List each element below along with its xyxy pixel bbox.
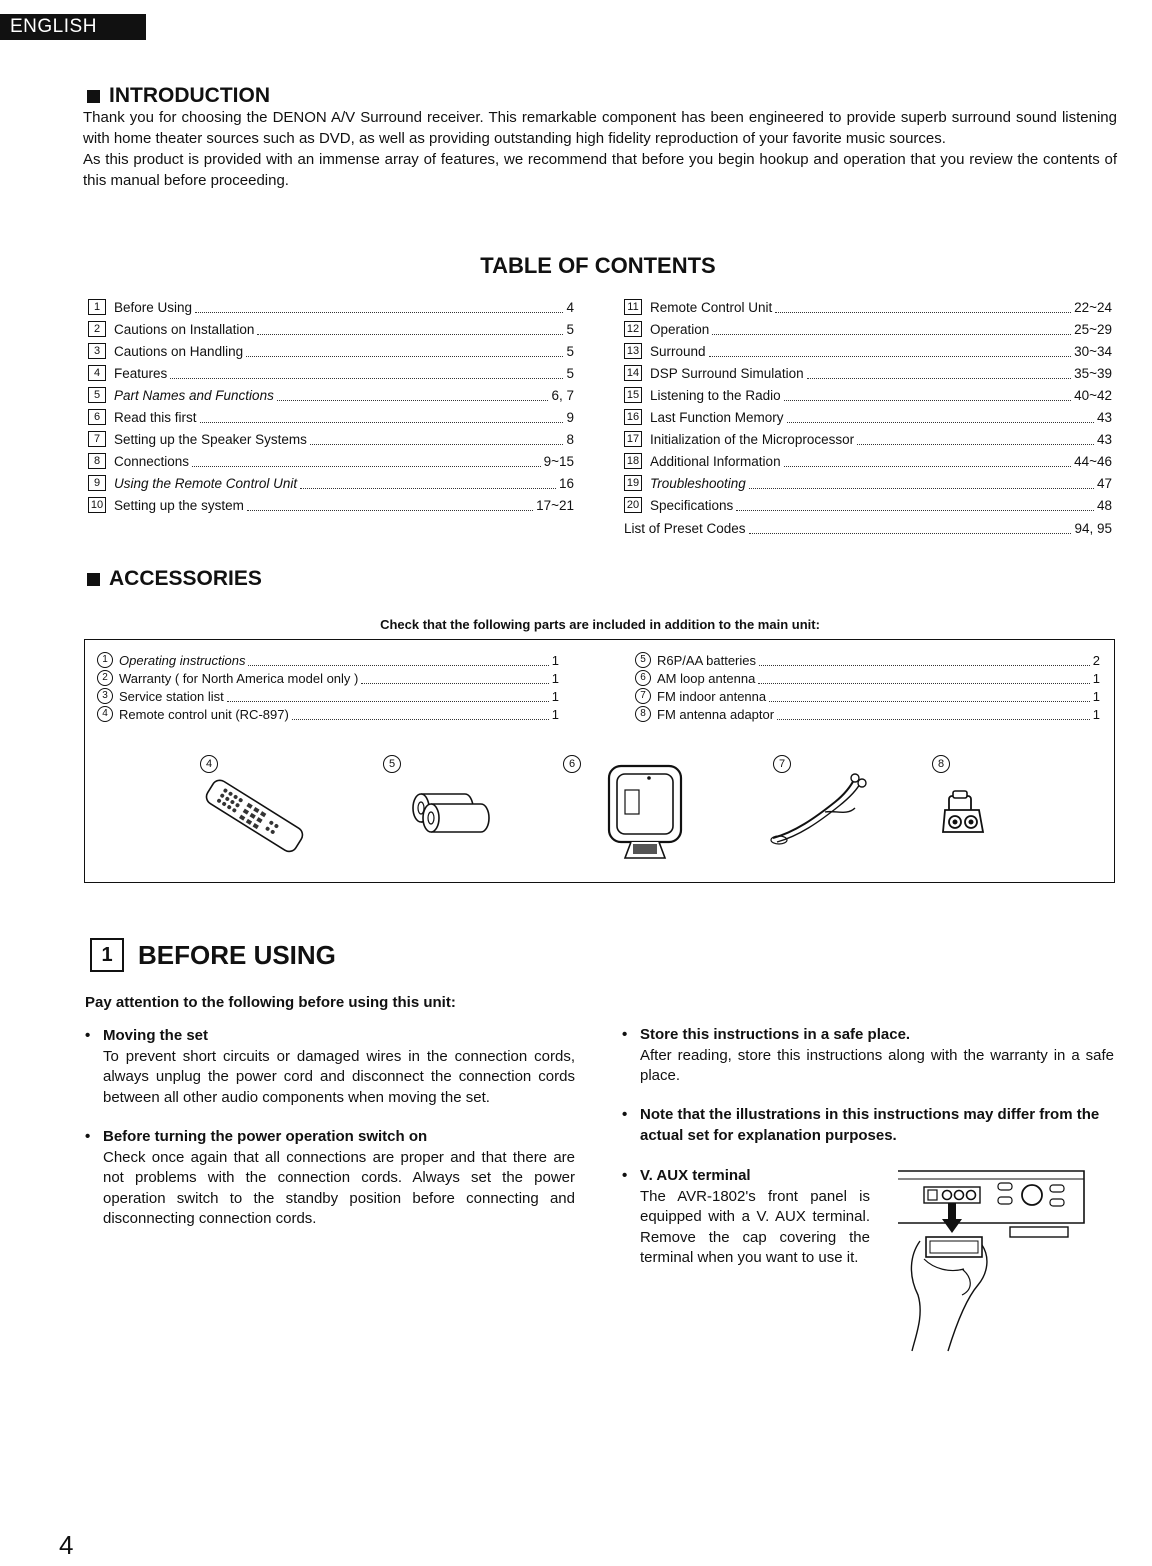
page-number: 4 (59, 1530, 74, 1560)
leader-dots (775, 302, 1071, 313)
leader-dots (857, 434, 1094, 445)
illustration-note-item (622, 1105, 1114, 1146)
bullet-icon: • (85, 1128, 91, 1145)
leader-dots (292, 709, 549, 720)
power-switch-text: Check once again that all connections are proper and that there are not problems with the connection cords. Always set the power operation switch to the standby position before connecting and disconnecting connection cords. (103, 1148, 575, 1227)
toc-entry[interactable] (624, 362, 1112, 384)
fm-antenna-adaptor-icon (939, 788, 989, 840)
vaux-terminal-title: V. AUX terminal (640, 1167, 751, 1184)
toc-entry-label: Before Using (114, 299, 193, 315)
accessory-label: R6P/AA batteries (657, 652, 756, 668)
leader-dots (749, 478, 1094, 489)
accessory-quantity: 1 (551, 652, 559, 668)
accessory-item (635, 705, 1100, 723)
toc-entry-number: 3 (88, 343, 106, 359)
toc-title: TABLE OF CONTENTS (480, 253, 716, 278)
toc-entry[interactable] (624, 296, 1112, 318)
leader-dots (712, 324, 1071, 335)
leader-dots (246, 346, 563, 357)
leader-dots (787, 412, 1094, 423)
toc-entry-page: 35~39 (1074, 365, 1112, 381)
toc-entry-number: 16 (624, 409, 642, 425)
toc-entry-number: 9 (88, 475, 106, 491)
moving-set-title: Moving the set (103, 1027, 209, 1044)
toc-entry-page: 5 (566, 321, 574, 337)
toc-entry[interactable] (88, 428, 574, 450)
accessory-item (97, 669, 559, 687)
leader-dots (784, 456, 1072, 467)
toc-entry-number: 13 (624, 343, 642, 359)
toc-entry-label: Setting up the system (114, 497, 244, 513)
before-using-title: BEFORE USING (138, 939, 336, 970)
toc-entry-number: 18 (624, 453, 642, 469)
toc-entry[interactable] (88, 472, 574, 494)
accessory-item (97, 651, 559, 669)
accessory-item (635, 687, 1100, 705)
toc-entry-label: Features (114, 365, 168, 381)
leader-dots (769, 691, 1090, 702)
toc-entry-label: List of Preset Codes (624, 520, 746, 536)
bullet-icon: • (622, 1167, 628, 1184)
toc-entry[interactable] (88, 450, 574, 472)
vaux-terminal-item (622, 1166, 870, 1269)
toc-entry-number: 17 (624, 431, 642, 447)
figure-label: 4 (200, 755, 218, 773)
accessory-number: 2 (97, 670, 113, 686)
accessory-label: FM antenna adaptor (657, 706, 775, 722)
section-number: 1 (90, 938, 124, 972)
language-tab: ENGLISH (0, 14, 146, 40)
accessory-label: AM loop antenna (657, 670, 756, 686)
toc-entry[interactable] (624, 450, 1112, 472)
toc-entry-page: 40~42 (1074, 387, 1112, 403)
toc-entry-page: 43 (1096, 409, 1112, 425)
accessory-item (635, 669, 1100, 687)
introduction-title: INTRODUCTION (109, 84, 270, 107)
toc-entry-label: Using the Remote Control Unit (114, 475, 298, 491)
accessory-quantity: 1 (1092, 670, 1100, 686)
moving-set-text: To prevent short circuits or damaged wires in the connection cords, always unplug the power cord and disconnect the connection cords between all other audio components when moving the set. (103, 1047, 575, 1106)
toc-entry-number: 5 (88, 387, 106, 403)
accessory-number: 3 (97, 688, 113, 704)
accessory-label: Warranty ( for North America model only ) (119, 670, 359, 686)
accessory-label: Remote control unit (RC-897) (119, 706, 289, 722)
toc-entry-label: DSP Surround Simulation (650, 365, 804, 381)
toc-entry-page: 94, 95 (1074, 520, 1112, 536)
accessory-number: 4 (97, 706, 113, 722)
illustration-note-title: Note that the illustrations in this instructions may differ from the actual set for explanation purposes. (640, 1106, 1100, 1144)
toc-entry-number: 15 (624, 387, 642, 403)
toc-entry-label: Specifications (650, 497, 734, 513)
accessory-quantity: 1 (551, 706, 559, 722)
pay-attention-text: Pay attention to the following before using this unit: (85, 994, 456, 1011)
leader-dots (749, 523, 1072, 534)
power-switch-item (85, 1127, 575, 1230)
intro-paragraph-2: As this product is provided with an immense array of features, we recommend that before you begin hookup and operation that you review the contents of this manual before proceeding. (83, 151, 1117, 189)
toc-entry[interactable] (88, 318, 574, 340)
toc-entry-label: Listening to the Radio (650, 387, 781, 403)
toc-entry-label: Cautions on Installation (114, 321, 255, 337)
accessory-item (97, 705, 559, 723)
toc-entry-label: Initialization of the Microprocessor (650, 431, 855, 447)
toc-entry[interactable] (624, 428, 1112, 450)
toc-entry-page: 5 (566, 365, 574, 381)
toc-entry-label: Last Function Memory (650, 409, 784, 425)
toc-entry[interactable] (88, 362, 574, 384)
toc-entry-number: 8 (88, 453, 106, 469)
toc-entry-page: 43 (1096, 431, 1112, 447)
toc-entry-page: 44~46 (1074, 453, 1112, 469)
toc-entry-page: 16 (558, 475, 574, 491)
toc-left-column (88, 296, 574, 516)
leader-dots (361, 673, 548, 684)
leader-dots (300, 478, 556, 489)
toc-entry-label: Operation (650, 321, 710, 337)
vaux-panel-illustration (890, 1165, 1090, 1355)
toc-entry-number: 1 (88, 299, 106, 315)
toc-entry-page: 47 (1096, 475, 1112, 491)
toc-entry-number: 14 (624, 365, 642, 381)
figure-label: 6 (563, 755, 581, 773)
toc-entry-page: 22~24 (1074, 299, 1112, 315)
leader-dots (759, 655, 1090, 666)
leader-dots (247, 500, 533, 511)
square-bullet-icon (87, 90, 100, 103)
accessories-subtitle: Check that the following parts are included in addition to the main unit: (380, 617, 820, 632)
store-instructions-text: After reading, store this instructions along with the warranty in a safe place. (640, 1046, 1114, 1084)
leader-dots (277, 390, 549, 401)
leader-dots (807, 368, 1071, 379)
accessory-number: 1 (97, 652, 113, 668)
toc-entry-number: 19 (624, 475, 642, 491)
toc-entry[interactable] (88, 340, 574, 362)
leader-dots (257, 324, 563, 335)
toc-entry-page: 30~34 (1074, 343, 1112, 359)
toc-entry-page: 5 (566, 343, 574, 359)
accessory-quantity: 1 (1092, 688, 1100, 704)
toc-entry-page: 9 (566, 409, 574, 425)
power-switch-title: Before turning the power operation switch on (103, 1128, 428, 1145)
intro-paragraph-1: Thank you for choosing the DENON A/V Surround receiver. This remarkable component has been engineered to provide superb surround sound listening with home theater sources such as DVD, as well as providing outstanding high fidelity reproduction of your favorite music sources. (83, 109, 1117, 147)
accessory-number: 8 (635, 706, 651, 722)
batteries-icon (403, 790, 493, 836)
toc-right-column (624, 296, 1112, 516)
leader-dots (709, 346, 1072, 357)
toc-entry-number: 6 (88, 409, 106, 425)
accessories-box (84, 639, 1115, 883)
bullet-icon: • (622, 1106, 628, 1123)
accessory-quantity: 1 (551, 670, 559, 686)
toc-entry-page: 17~21 (536, 497, 574, 513)
leader-dots (736, 500, 1094, 511)
bullet-icon: • (85, 1027, 91, 1044)
toc-entry[interactable] (624, 340, 1112, 362)
accessory-item (635, 651, 1100, 669)
leader-dots (227, 691, 549, 702)
toc-entry-label: Setting up the Speaker Systems (114, 431, 307, 447)
accessory-quantity: 2 (1092, 652, 1100, 668)
accessory-number: 6 (635, 670, 651, 686)
store-instructions-item (622, 1025, 1114, 1087)
toc-entry-label: Connections (114, 453, 190, 469)
toc-entry[interactable] (88, 296, 574, 318)
figure-label: 7 (773, 755, 791, 773)
accessories-left-list (97, 651, 559, 723)
toc-entry-label: Remote Control Unit (650, 299, 773, 315)
toc-entry-label: Troubleshooting (650, 475, 746, 491)
toc-entry-number: 7 (88, 431, 106, 447)
am-loop-antenna-icon (603, 760, 689, 864)
fm-indoor-antenna-icon (765, 770, 875, 848)
accessories-title: ACCESSORIES (109, 567, 262, 590)
toc-entry-page: 8 (566, 431, 574, 447)
toc-entry-page: 48 (1096, 497, 1112, 513)
accessory-label: Service station list (119, 688, 224, 704)
bullet-icon: • (622, 1026, 628, 1043)
moving-set-item (85, 1026, 575, 1108)
toc-entry-number: 12 (624, 321, 642, 337)
leader-dots (758, 673, 1089, 684)
figure-label: 5 (383, 755, 401, 773)
toc-entry-label: Additional Information (650, 453, 781, 469)
store-instructions-title: Store this instructions in a safe place. (640, 1026, 911, 1043)
introduction-body (83, 107, 1117, 191)
leader-dots (248, 655, 548, 666)
toc-extra (624, 517, 1112, 539)
accessories-right-list (635, 651, 1100, 723)
leader-dots (195, 302, 563, 313)
accessories-heading (87, 567, 262, 591)
leader-dots (784, 390, 1071, 401)
toc-entry[interactable] (88, 406, 574, 428)
toc-entry-number: 10 (88, 497, 106, 513)
remote-control-icon (195, 775, 315, 855)
leader-dots (777, 709, 1090, 720)
toc-entry[interactable] (624, 406, 1112, 428)
leader-dots (310, 434, 564, 445)
toc-entry-preset-codes[interactable] (624, 517, 1112, 539)
toc-entry-number: 20 (624, 497, 642, 513)
vaux-terminal-text: The AVR-1802's front panel is equipped with a V. AUX terminal. Remove the cap covering the terminal when you want to use it. (640, 1187, 870, 1266)
toc-entry[interactable] (624, 494, 1112, 516)
toc-entry-number: 11 (624, 299, 642, 315)
accessory-number: 7 (635, 688, 651, 704)
figure-label: 8 (932, 755, 950, 773)
accessory-quantity: 1 (1092, 706, 1100, 722)
toc-entry[interactable] (624, 318, 1112, 340)
toc-entry-label: Surround (650, 343, 706, 359)
toc-entry[interactable] (88, 384, 574, 406)
leader-dots (170, 368, 563, 379)
toc-entry-number: 2 (88, 321, 106, 337)
toc-entry[interactable] (624, 384, 1112, 406)
square-bullet-icon (87, 573, 100, 586)
accessory-label: Operating instructions (119, 652, 246, 668)
toc-entry-page: 4 (566, 299, 574, 315)
accessory-number: 5 (635, 652, 651, 668)
accessory-label: FM indoor antenna (657, 688, 767, 704)
toc-entry-label: Cautions on Handling (114, 343, 244, 359)
toc-entry[interactable] (88, 494, 574, 516)
toc-entry-label: Read this first (114, 409, 197, 425)
toc-entry-number: 4 (88, 365, 106, 381)
accessory-item (97, 687, 559, 705)
toc-entry-label: Part Names and Functions (114, 387, 274, 403)
toc-entry[interactable] (624, 472, 1112, 494)
before-using-heading (90, 938, 336, 972)
introduction-heading (87, 84, 270, 108)
leader-dots (192, 456, 541, 467)
leader-dots (200, 412, 564, 423)
toc-entry-page: 6, 7 (551, 387, 574, 403)
toc-entry-page: 9~15 (543, 453, 574, 469)
accessory-quantity: 1 (551, 688, 559, 704)
toc-entry-page: 25~29 (1074, 321, 1112, 337)
